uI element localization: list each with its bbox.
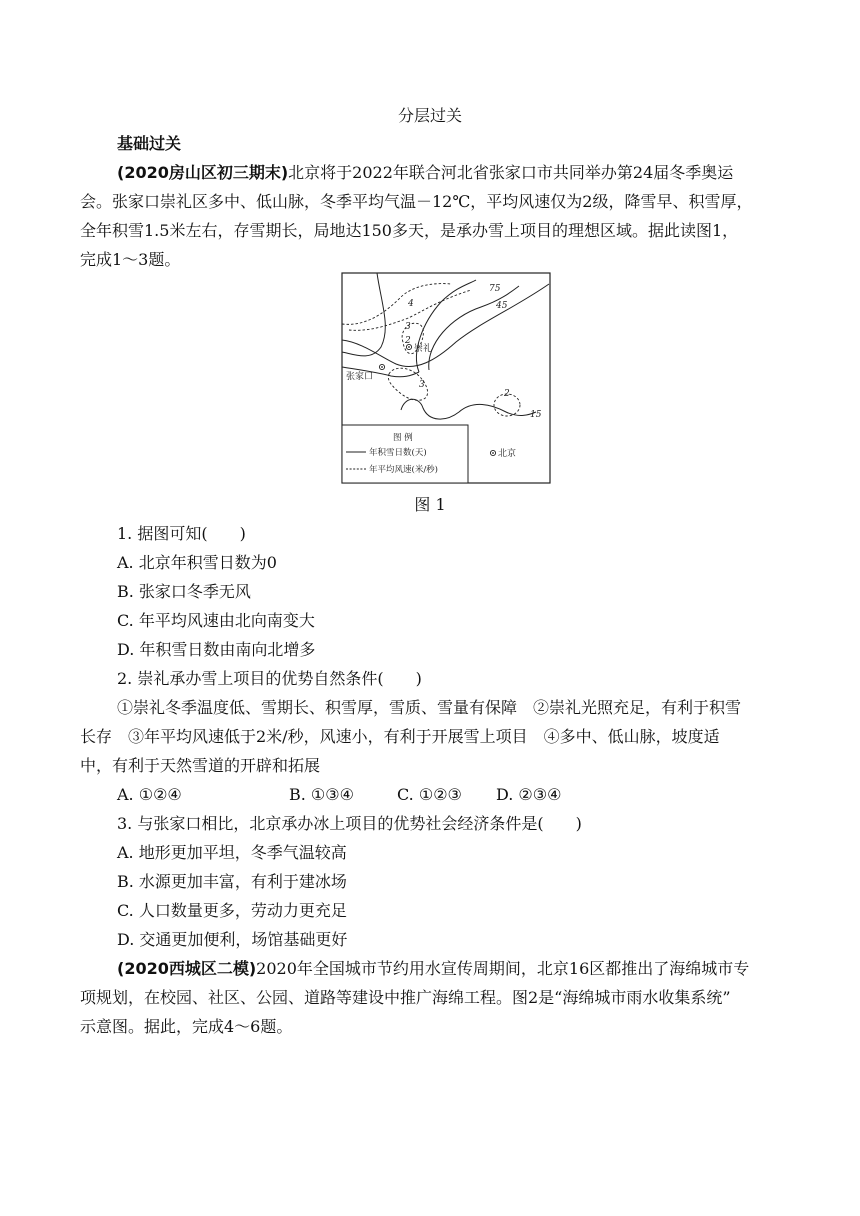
q1-option-a: A. 北京年积雪日数为0	[117, 553, 277, 572]
passage1-source: (2020房山区初三期末)	[117, 163, 289, 182]
contour-label-45: 45	[496, 301, 508, 311]
q2-option-d: D. ②③④	[496, 785, 562, 804]
q3-option-b: B. 水源更加丰富，有利于建冰场	[117, 872, 347, 891]
passage1-line1	[117, 161, 733, 185]
q1-option-d: D. 年积雪日数由南向北增多	[117, 640, 316, 659]
zhangjiakou-label: 张家口	[346, 372, 374, 382]
q2-statement-line3: 中，有利于天然雪道的开辟和拓展	[80, 756, 321, 775]
wind-label-3b: 3	[419, 380, 425, 390]
q1-stem: 1. 据图可知( )	[117, 524, 246, 543]
figure1-caption: 图 1	[414, 495, 446, 514]
beijing-label: 北京	[498, 449, 517, 459]
wind-label-4: 4	[408, 299, 414, 309]
q2-option-b: B. ①③④	[289, 785, 354, 804]
wind-label-3a: 3	[405, 322, 411, 332]
legend-title: 图 例	[393, 433, 413, 443]
section-title: 分层过关	[397, 106, 462, 125]
passage2-source: (2020西城区二模)	[117, 959, 257, 978]
passage2-line1	[117, 957, 749, 981]
q2-stem: 2. 崇礼承办雪上项目的优势自然条件( )	[117, 669, 422, 688]
contour-label-75: 75	[489, 284, 501, 294]
passage1-line4: 完成1～3题。	[80, 250, 181, 269]
passage1-text1: 北京将于2022年联合河北省张家口市共同举办第24届冬季奥运	[288, 163, 734, 182]
passage2-text1: 2020年全国城市节约用水宣传周期间，北京16区都推出了海绵城市专	[256, 959, 750, 978]
legend-dashed-label: 年平均风速(米/秒)	[369, 465, 438, 475]
q3-option-a: A. 地形更加平坦，冬季气温较高	[117, 843, 347, 862]
subsection-title: 基础过关	[117, 134, 182, 153]
q1-option-b: B. 张家口冬季无风	[117, 582, 251, 601]
passage1-line3: 全年积雪1.5米左右，存雪期长，局地达150多天，是承办雪上项目的理想区域。据此读图1，	[80, 221, 739, 240]
legend-solid-label: 年积雪日数(天)	[369, 448, 427, 458]
chongli-label: 崇礼	[414, 344, 433, 354]
passage1-line2: 会。张家口崇礼区多中、低山脉，冬季平均气温－12℃，平均风速仅为2级，降雪早、积雪厚，	[80, 192, 753, 211]
q3-option-d: D. 交通更加便利，场馆基础更好	[117, 930, 348, 949]
passage2-line2: 项规划，在校园、社区、公园、道路等建设中推广海绵工程。图2是“海绵城市雨水收集系统”	[80, 988, 731, 1007]
q3-stem: 3. 与张家口相比，北京承办冰上项目的优势社会经济条件是( )	[117, 814, 582, 833]
passage2-line3: 示意图。据此，完成4～6题。	[80, 1017, 293, 1036]
q1-option-c: C. 年平均风速由北向南变大	[117, 611, 315, 630]
q2-statement-line2: 长存 ③年平均风速低于2米/秒，风速小，有利于开展雪上项目 ④多中、低山脉，坡度适	[80, 727, 720, 746]
q3-option-c: C. 人口数量更多，劳动力更充足	[117, 901, 347, 920]
figure1-map	[341, 272, 551, 484]
q2-statement-line1: ①崇礼冬季温度低、雪期长、积雪厚，雪质、雪量有保障 ②崇礼光照充足，有利于积雪	[117, 698, 742, 717]
contour-label-15: 15	[530, 410, 542, 420]
wind-label-2a: 2	[405, 336, 411, 346]
wind-label-2b: 2	[504, 389, 510, 399]
q2-option-c: C. ①②③	[397, 785, 462, 804]
q2-option-a: A. ①②④	[117, 785, 182, 804]
